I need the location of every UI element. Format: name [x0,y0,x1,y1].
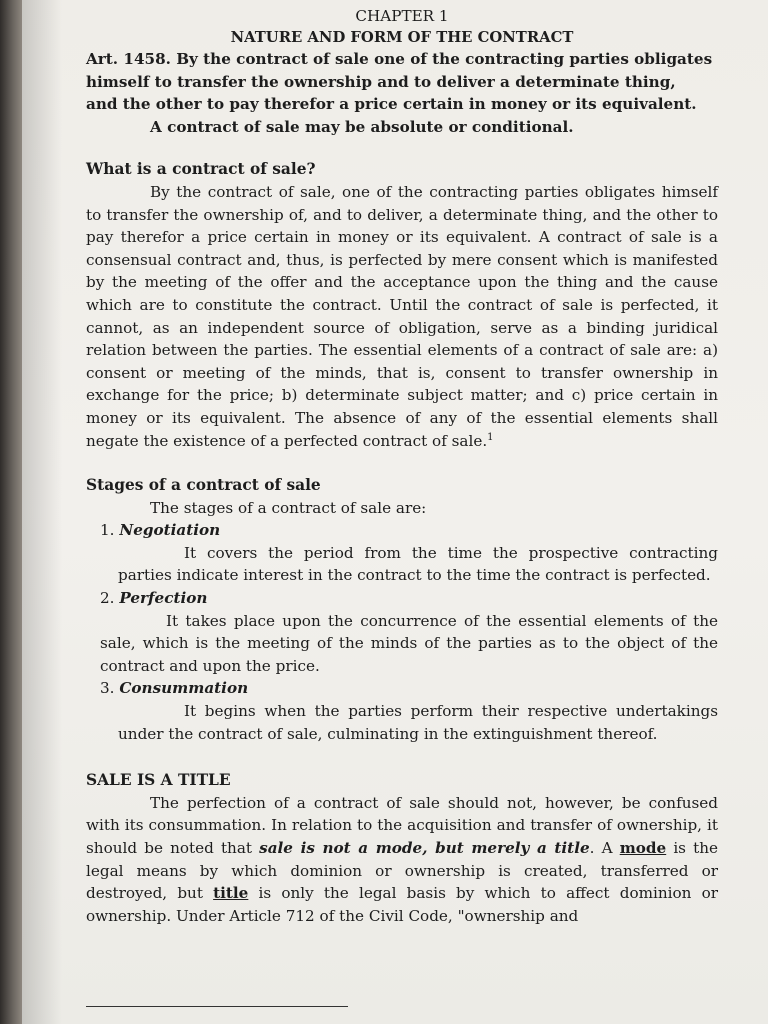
book-page [22,0,768,1024]
emphasis-text: sale is not a mode, but merely a title [259,839,590,857]
text-run: is only the legal basis by which to affect dominion or ownership. Under Article 712 of the Civil Code, "ownership and [86,884,718,925]
text-run: is the legal means by which dominion or ownership is created, transferred or destroyed, but [86,839,718,903]
page-content [86,6,718,927]
stage-item [100,677,718,745]
stage-title-text: Negotiation [119,521,221,540]
section-heading-stages: Stages of a contract of sale [86,476,321,495]
chapter-label: CHAPTER 1 [355,7,449,25]
section-heading-contract-of-sale: What is a contract of sale? [86,160,316,179]
stage-number: 2. [100,589,115,608]
text-run: . A [589,839,620,857]
section-body-text: By the contract of sale, one of the contracting parties obligates himself to transfer the ownership of, and to deliver, a determinate thing, and the other to pay therefor a price certain in money or its equivalent. A contract of sale is a consensual contract and, thus, is perfected by mere consent which is manifested by the meeting of the offer and the acceptance upon the thing and the cause which are to constitute the contract. Until the contract of sale is perfected, it cannot, as an independent source of obligation, serve as a binding juridical relation between the parties. The essential elements of a contract of sale are: a) consent or meeting of the minds, that is, consent to transfer ownership in exchange for the price; b) determinate subject matter; and c) price certain in money or its equivalent. The absence of any of the essential elements shall negate the existence of a perfected contract of sale. [86,182,718,450]
stage-body: It takes place upon the concurrence of the essential elements of the sale, which is the meeting of the minds of the parties as to the object of the contract and upon the price. [100,611,718,675]
stage-item [100,519,718,587]
stage-number: 3. [100,679,115,698]
stage-item [100,587,718,677]
stage-title [100,587,718,610]
underlined-term-mode: mode [619,839,667,857]
article-line-2: himself to transfer the ownership and to deliver a determinate thing, [86,72,676,91]
text-run: The perfection of a contract of sale should not, however, be confused with its consummation. In relation to the acquisition and transfer of ownership, it should be noted that [86,793,718,857]
section-heading-sale-is-a-title: SALE IS A TITLE [86,771,231,790]
stage-title-text: Perfection [119,589,208,608]
stage-title-text: Consummation [119,679,249,698]
stage-body: It covers the period from the time the prospective contracting parties indicate interest in the contract to the time the contract is perfected. [118,543,718,585]
article-line-1: Art. 1458. By the contract of sale one of the contracting parties obligates [86,50,713,68]
section-body-sale-is-a-title [86,792,718,928]
footnote-marker: 1 [487,431,494,443]
stage-body: It begins when the parties perform their respective undertakings under the contract of sale, culminating in the extinguishment thereof. [118,702,718,743]
section-body-contract-of-sale [86,181,718,452]
article-line-3: and the other to pay therefor a price certain in money or its equivalent. [86,95,697,114]
underlined-term-title: title [213,884,249,903]
chapter-title: NATURE AND FORM OF THE CONTRACT [230,29,574,46]
stage-number: 1. [100,521,115,540]
footnote-divider [86,1006,348,1007]
article-text [86,48,718,138]
stage-title [100,519,718,542]
article-line-4: A contract of sale may be absolute or conditional. [150,117,574,136]
stages-intro: The stages of a contract of sale are: [150,498,427,517]
stage-title [100,677,718,700]
book-binding-edge [0,0,22,1024]
